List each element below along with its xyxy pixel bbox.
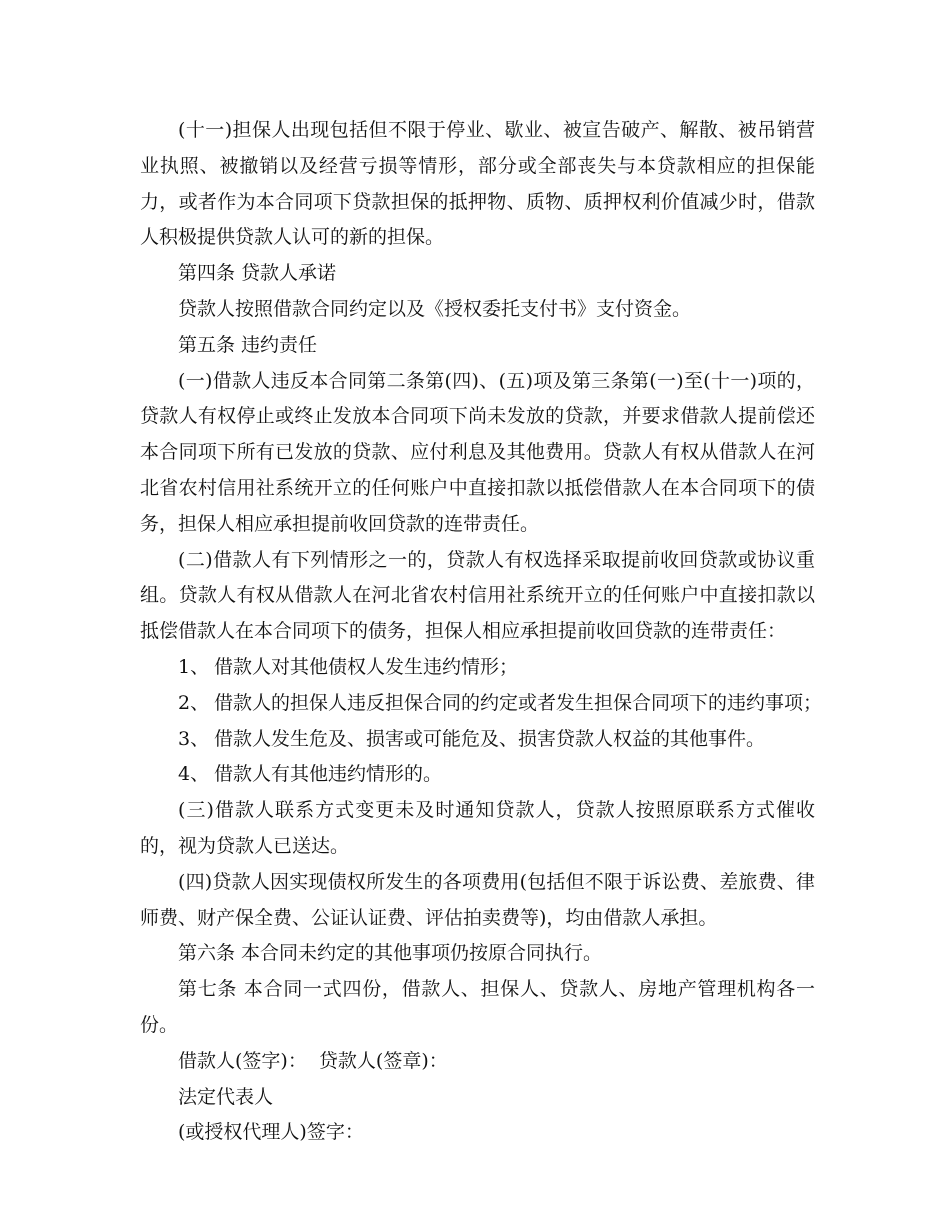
list-item [140, 757, 815, 793]
list-item-text: 借款人有其他违约情形的。 [214, 763, 443, 786]
list-item-text: 借款人对其他债权人发生违约情形； [214, 655, 519, 678]
article-four-body: 贷款人按照借款合同约定以及《授权委托支付书》支付资金。 [178, 297, 692, 320]
list-item [140, 686, 823, 722]
list-item-number: 4、 [178, 763, 210, 786]
article-six: 第六条 本合同未约定的其他事项仍按原合同执行。 [178, 942, 603, 965]
article-four-title: 第四条 贷款人承诺 [178, 262, 337, 285]
article-five-clause-three: (三)借款人联系方式变更未及时通知贷款人，贷款人按照原联系方式催收的，视为贷款人已送达。 [140, 799, 815, 857]
article-seven: 第七条 本合同一式四份，借款人、担保人、贷款人、房地产管理机构各一份。 [140, 978, 815, 1036]
article-five-clause-two: (二)借款人有下列情形之一的，贷款人有权选择采取提前收回贷款或协议重组。贷款人有权从借款人在河北省农村信用社系统开立的任何账户中直接扣款以抵偿借款人在本合同项下的债务，担保人相应承担提前收回贷款的连带责任： [140, 548, 815, 643]
article-five-title: 第五条 违约责任 [178, 333, 318, 356]
article-five-clause-four: (四)贷款人因实现债权所发生的各项费用(包括但不限于诉讼费、差旅费、律师费、财产保全费、公证认证费、评估拍卖费等)，均由借款人承担。 [140, 870, 815, 929]
document-page [140, 113, 823, 1151]
list-item-text: 借款人发生危及、损害或可能危及、损害贷款人权益的其他事件。 [214, 727, 766, 750]
list-item [140, 650, 815, 686]
list-item [140, 722, 815, 758]
clause-eleven: (十一)担保人出现包括但不限于停业、歇业、被宣告破产、解散、被吊销营业执照、被撤销以及经营亏损等情形，部分或全部丧失与本贷款相应的担保能力，或者作为本合同项下贷款担保的抵押物、质物、质押权利价值减少时，借款人积极提供贷款人认可的新的担保。 [140, 119, 815, 249]
list-item-text: 借款人的担保人违反担保合同的约定或者发生担保合同项下的违约事项； [214, 691, 823, 714]
list-item-number: 1、 [178, 655, 210, 678]
signature-line: 借款人(签字)： 贷款人(签章)： [178, 1049, 448, 1072]
agent-signature-label: (或授权代理人)签字： [178, 1121, 364, 1144]
article-five-clause-one: (一)借款人违反本合同第二条第(四)、(五)项及第三条第(一)至(十一)项的，贷款人有权停止或终止发放本合同项下尚未发放的贷款，并要求借款人提前偿还本合同项下所有已发放的贷款、应付利息及其他费用。贷款人有权从借款人在河北省农村信用社系统开立的任何账户中直接扣款以抵偿借款人在本合同项下的债务，担保人相应承担提前收回贷款的连带责任。 [140, 369, 815, 535]
list-item-number: 2、 [178, 691, 210, 714]
legal-representative-label: 法定代表人 [178, 1085, 274, 1108]
list-item-number: 3、 [178, 727, 210, 750]
